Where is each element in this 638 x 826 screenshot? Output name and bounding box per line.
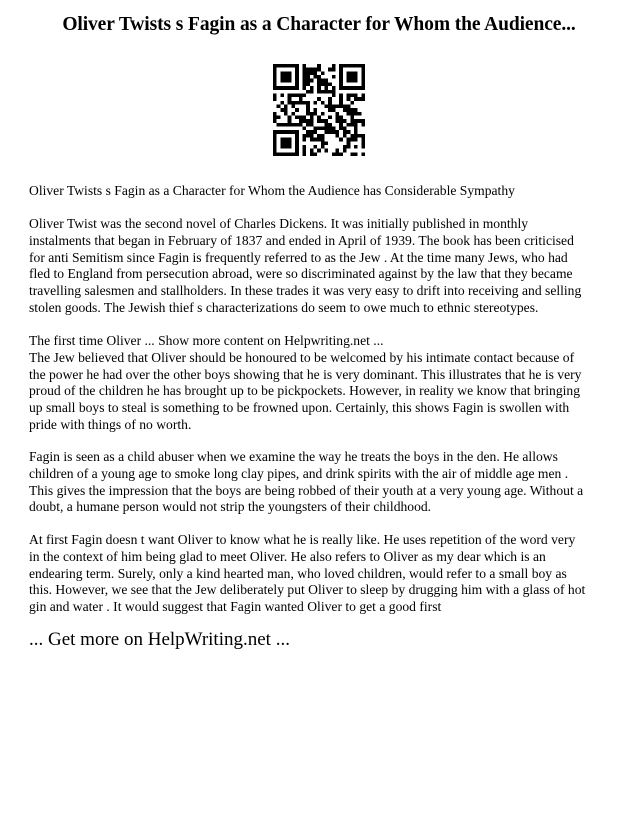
paragraph-line: for anti Semitism since Fagin is frequently referred to as the Jew . At the time many Jews, who had [29,249,568,265]
document-subtitle: Oliver Twists s Fagin as a Character for Whom the Audience has Considerable Sympathy [29,183,515,198]
paragraph-line: gin and water . It would suggest that Fagin wanted Oliver to get a good first [29,599,442,615]
paragraph-line: pride with things of no worth. [29,416,192,432]
qr-code-icon [273,64,365,156]
paragraph-line: in the context of him being glad to meet Oliver. He also refers to Oliver as my dear which is an [29,548,546,564]
paragraph-line: this. However, we see that the Jew deliberately put Oliver to sleep by drugging him with a glass of hot [29,582,586,598]
paragraph-line: children of a young age to smoke long clay pipes, and drink spirits with the air of middle age men . [29,465,569,481]
show-more-link[interactable]: The first time Oliver ... Show more content on Helpwriting.net ... [29,333,384,348]
paragraph-4 [29,532,619,616]
document-title: Oliver Twists s Fagin as a Character for Whom the Audience... [62,14,576,35]
paragraph-line: instalments that began in February of 1837 and ended in April of 1939. The book has been criticised [29,232,574,248]
paragraph-2 [29,333,619,434]
paragraph-3 [29,449,619,516]
paragraph-line: The Jew believed that Oliver should be honoured to be welcomed by his intimate contact because of [29,349,575,365]
paragraph-line: fled to England from persecution abroad, were so discriminated against by the law that they became [29,266,573,282]
paragraph-line: doubt, a humane person would not strip the youngsters of their childhood. [29,499,432,515]
paragraph-1 [29,216,619,317]
paragraph-line: up small boys to steal is something to be frowned upon. Certainly, this shows Fagin is swollen with [29,400,570,416]
paragraph-line: travelling salesmen and stallholders. In these trades it was very easy to drift into receiving and selling [29,283,582,299]
paragraph-line: Fagin is seen as a child abuser when we examine the way he treats the boys in the den. He allows [29,449,558,464]
paragraph-line: endearing term. Surely, only a kind hearted man, who loved children, would refer to a small boy as [29,565,567,581]
paragraph-line: Oliver Twist was the second novel of Charles Dickens. It was initially published in monthly [29,216,529,231]
paragraph-line: At first Fagin doesn t want Oliver to know what he is really like. He uses repetition of the word very [29,532,576,547]
paragraph-line: This gives the impression that the boys are being robbed of their youth at a very young age. Without a [29,482,584,498]
paragraph-line: the power he had over the other boys showing that he is very dominant. This illustrates that he is very [29,366,582,382]
paragraph-line: stolen goods. The Jewish thief s characterizations do seem to owe much to ethnic stereotypes. [29,299,539,315]
paragraph-line: proud of the children he has brought up to be pickpockets. However, in reality we know that bringing [29,383,580,399]
get-more-link[interactable]: ... Get more on HelpWriting.net ... [29,629,290,650]
